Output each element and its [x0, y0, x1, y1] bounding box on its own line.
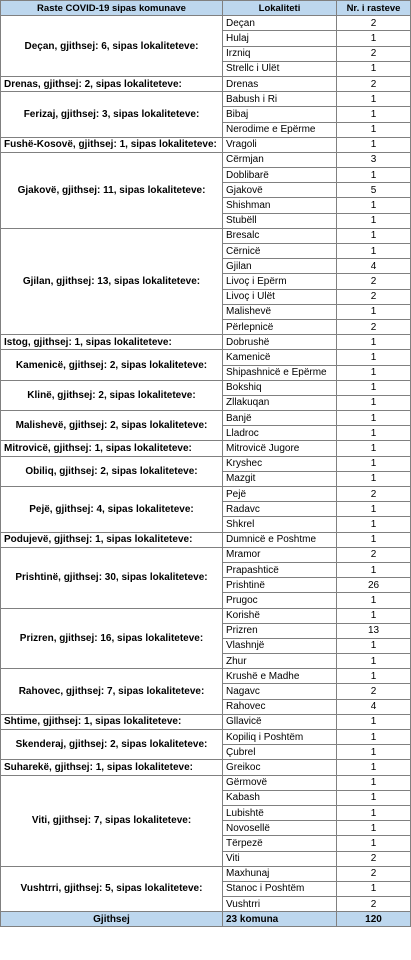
locality-cell: Rahovec	[223, 699, 337, 714]
case-count-cell: 1	[337, 836, 411, 851]
municipality-cell: Rahovec, gjithsej: 7, sipas lokaliteteve:	[1, 669, 223, 715]
locality-cell: Kryshec	[223, 456, 337, 471]
locality-cell: Korishë	[223, 608, 337, 623]
table-row	[1, 411, 411, 426]
table-row	[1, 547, 411, 562]
case-count-cell: 1	[337, 775, 411, 790]
case-count-cell: 1	[337, 365, 411, 380]
locality-cell: Mitrovicë Jugore	[223, 441, 337, 456]
table-row	[1, 456, 411, 471]
municipality-cell: Skenderaj, gjithsej: 2, sipas lokaliteteve:	[1, 730, 223, 760]
table-row	[1, 866, 411, 881]
case-count-cell: 1	[337, 122, 411, 137]
table-row	[1, 152, 411, 167]
locality-cell: Kabash	[223, 790, 337, 805]
locality-cell: Kamenicë	[223, 350, 337, 365]
case-count-cell: 3	[337, 152, 411, 167]
total-cases: 120	[337, 912, 411, 927]
locality-cell: Livoç i Ulët	[223, 289, 337, 304]
table-row	[1, 335, 411, 350]
case-count-cell: 2	[337, 684, 411, 699]
case-count-cell: 1	[337, 502, 411, 517]
table-row	[1, 350, 411, 365]
case-count-cell: 1	[337, 31, 411, 46]
case-count-cell: 1	[337, 532, 411, 547]
case-count-cell: 1	[337, 760, 411, 775]
case-count-cell: 1	[337, 881, 411, 896]
locality-cell: Cërnicë	[223, 244, 337, 259]
case-count-cell: 1	[337, 562, 411, 577]
locality-cell: Irzniq	[223, 46, 337, 61]
case-count-cell: 1	[337, 593, 411, 608]
table-row	[1, 730, 411, 745]
table-row	[1, 228, 411, 243]
case-count-cell: 1	[337, 411, 411, 426]
case-count-cell: 1	[337, 107, 411, 122]
locality-cell: Prishtinë	[223, 578, 337, 593]
table-row	[1, 608, 411, 623]
locality-cell: Banjë	[223, 411, 337, 426]
table-row	[1, 487, 411, 502]
header-row	[1, 1, 411, 16]
case-count-cell: 1	[337, 213, 411, 228]
locality-cell: Vlashnjë	[223, 638, 337, 653]
case-count-cell: 26	[337, 578, 411, 593]
case-count-cell: 1	[337, 426, 411, 441]
municipality-cell: Prishtinë, gjithsej: 30, sipas lokaliteteve:	[1, 547, 223, 608]
case-count-cell: 13	[337, 623, 411, 638]
case-count-cell: 1	[337, 790, 411, 805]
case-count-cell: 1	[337, 441, 411, 456]
locality-cell: Drenas	[223, 76, 337, 91]
locality-cell: Strellc i Ulët	[223, 61, 337, 76]
case-count-cell: 1	[337, 745, 411, 760]
locality-cell: Zhur	[223, 654, 337, 669]
municipality-cell: Shtime, gjithsej: 1, sipas lokaliteteve:	[1, 714, 223, 729]
locality-cell: Maxhunaj	[223, 866, 337, 881]
locality-cell: Lubishtë	[223, 805, 337, 820]
case-count-cell: 1	[337, 61, 411, 76]
case-count-cell: 2	[337, 289, 411, 304]
locality-cell: Deçan	[223, 16, 337, 31]
locality-cell: Shipashnicë e Epërme	[223, 365, 337, 380]
case-count-cell: 1	[337, 517, 411, 532]
case-count-cell: 1	[337, 92, 411, 107]
municipality-cell: Vushtrri, gjithsej: 5, sipas lokaliteteve:	[1, 866, 223, 912]
case-count-cell: 1	[337, 198, 411, 213]
total-label: Gjithsej	[1, 912, 223, 927]
table-row	[1, 380, 411, 395]
municipality-cell: Gjilan, gjithsej: 13, sipas lokaliteteve:	[1, 228, 223, 334]
municipality-cell: Fushë-Kosovë, gjithsej: 1, sipas lokaliteteve:	[1, 137, 223, 152]
locality-cell: Dumnicë e Poshtme	[223, 532, 337, 547]
locality-cell: Bokshiq	[223, 380, 337, 395]
case-count-cell: 1	[337, 244, 411, 259]
table-body	[1, 16, 411, 912]
locality-cell: Livoç i Epërm	[223, 274, 337, 289]
locality-cell: Greikoc	[223, 760, 337, 775]
locality-cell: Prapashticë	[223, 562, 337, 577]
case-count-cell: 5	[337, 183, 411, 198]
locality-cell: Nerodime e Epërme	[223, 122, 337, 137]
case-count-cell: 1	[337, 638, 411, 653]
case-count-cell: 1	[337, 137, 411, 152]
header-case-count: Nr. i rasteve	[337, 1, 411, 16]
case-count-cell: 1	[337, 654, 411, 669]
locality-cell: Prugoc	[223, 593, 337, 608]
case-count-cell: 1	[337, 730, 411, 745]
locality-cell: Bresalc	[223, 228, 337, 243]
table-row	[1, 441, 411, 456]
municipality-cell: Deçan, gjithsej: 6, sipas lokaliteteve:	[1, 16, 223, 77]
case-count-cell: 1	[337, 608, 411, 623]
municipality-cell: Viti, gjithsej: 7, sipas lokaliteteve:	[1, 775, 223, 866]
table-row	[1, 714, 411, 729]
table-row	[1, 760, 411, 775]
municipality-cell: Drenas, gjithsej: 2, sipas lokaliteteve:	[1, 76, 223, 91]
locality-cell: Çubrel	[223, 745, 337, 760]
locality-cell: Përlepnicë	[223, 319, 337, 334]
locality-cell: Babush i Ri	[223, 92, 337, 107]
locality-cell: Malishevë	[223, 304, 337, 319]
municipality-cell: Kamenicë, gjithsej: 2, sipas lokaliteteve:	[1, 350, 223, 380]
case-count-cell: 1	[337, 805, 411, 820]
locality-cell: Hulaj	[223, 31, 337, 46]
case-count-cell: 2	[337, 76, 411, 91]
case-count-cell: 2	[337, 897, 411, 912]
municipality-cell: Mitrovicë, gjithsej: 1, sipas lokaliteteve:	[1, 441, 223, 456]
table-header	[1, 1, 411, 16]
header-locality: Lokaliteti	[223, 1, 337, 16]
locality-cell: Novosellë	[223, 821, 337, 836]
locality-cell: Kopiliq i Poshtëm	[223, 730, 337, 745]
table-row	[1, 76, 411, 91]
case-count-cell: 2	[337, 319, 411, 334]
case-count-cell: 1	[337, 395, 411, 410]
locality-cell: Vragoli	[223, 137, 337, 152]
case-count-cell: 4	[337, 259, 411, 274]
locality-cell: Shishman	[223, 198, 337, 213]
locality-cell: Prizren	[223, 623, 337, 638]
locality-cell: Gllavicë	[223, 714, 337, 729]
locality-cell: Lladroc	[223, 426, 337, 441]
municipality-cell: Suharekë, gjithsej: 1, sipas lokaliteteve:	[1, 760, 223, 775]
locality-cell: Nagavc	[223, 684, 337, 699]
municipality-cell: Podujevë, gjithsej: 1, sipas lokaliteteve:	[1, 532, 223, 547]
locality-cell: Gjakovë	[223, 183, 337, 198]
municipality-cell: Malishevë, gjithsej: 2, sipas lokaliteteve:	[1, 411, 223, 441]
municipality-cell: Gjakovë, gjithsej: 11, sipas lokaliteteve:	[1, 152, 223, 228]
locality-cell: Bibaj	[223, 107, 337, 122]
case-count-cell: 2	[337, 274, 411, 289]
case-count-cell: 1	[337, 669, 411, 684]
locality-cell: Krushë e Madhe	[223, 669, 337, 684]
locality-cell: Mramor	[223, 547, 337, 562]
municipality-cell: Ferizaj, gjithsej: 3, sipas lokaliteteve:	[1, 92, 223, 138]
case-count-cell: 2	[337, 547, 411, 562]
locality-cell: Doblibarë	[223, 168, 337, 183]
header-municipality: Raste COVID-19 sipas komunave	[1, 1, 223, 16]
case-count-cell: 4	[337, 699, 411, 714]
case-count-cell: 1	[337, 304, 411, 319]
table-row	[1, 137, 411, 152]
locality-cell: Pejë	[223, 487, 337, 502]
table-row	[1, 775, 411, 790]
locality-cell: Mazgit	[223, 471, 337, 486]
locality-cell: Tërpezë	[223, 836, 337, 851]
case-count-cell: 1	[337, 471, 411, 486]
table-row	[1, 92, 411, 107]
municipality-cell: Pejë, gjithsej: 4, sipas lokaliteteve:	[1, 487, 223, 533]
table-row	[1, 532, 411, 547]
table-row	[1, 16, 411, 31]
locality-cell: Dobrushë	[223, 335, 337, 350]
case-count-cell: 1	[337, 380, 411, 395]
locality-cell: Shkrel	[223, 517, 337, 532]
municipality-cell: Obiliq, gjithsej: 2, sipas lokaliteteve:	[1, 456, 223, 486]
municipality-cell: Klinë, gjithsej: 2, sipas lokaliteteve:	[1, 380, 223, 410]
locality-cell: Gërmovë	[223, 775, 337, 790]
municipality-cell: Istog, gjithsej: 1, sipas lokaliteteve:	[1, 335, 223, 350]
table-footer	[1, 912, 411, 927]
case-count-cell: 1	[337, 456, 411, 471]
case-count-cell: 1	[337, 350, 411, 365]
locality-cell: Viti	[223, 851, 337, 866]
table-row	[1, 669, 411, 684]
total-row	[1, 912, 411, 927]
case-count-cell: 2	[337, 46, 411, 61]
case-count-cell: 1	[337, 714, 411, 729]
case-count-cell: 1	[337, 821, 411, 836]
locality-cell: Vushtrri	[223, 897, 337, 912]
case-count-cell: 2	[337, 487, 411, 502]
locality-cell: Zllakuqan	[223, 395, 337, 410]
locality-cell: Radavc	[223, 502, 337, 517]
locality-cell: Cërmjan	[223, 152, 337, 167]
case-count-cell: 1	[337, 335, 411, 350]
case-count-cell: 2	[337, 851, 411, 866]
case-count-cell: 2	[337, 866, 411, 881]
total-municipalities: 23 komuna	[223, 912, 337, 927]
case-count-cell: 1	[337, 228, 411, 243]
case-count-cell: 1	[337, 168, 411, 183]
locality-cell: Gjilan	[223, 259, 337, 274]
locality-cell: Stubëll	[223, 213, 337, 228]
municipality-cell: Prizren, gjithsej: 16, sipas lokaliteteve:	[1, 608, 223, 669]
locality-cell: Stanoc i Poshtëm	[223, 881, 337, 896]
case-count-cell: 2	[337, 16, 411, 31]
